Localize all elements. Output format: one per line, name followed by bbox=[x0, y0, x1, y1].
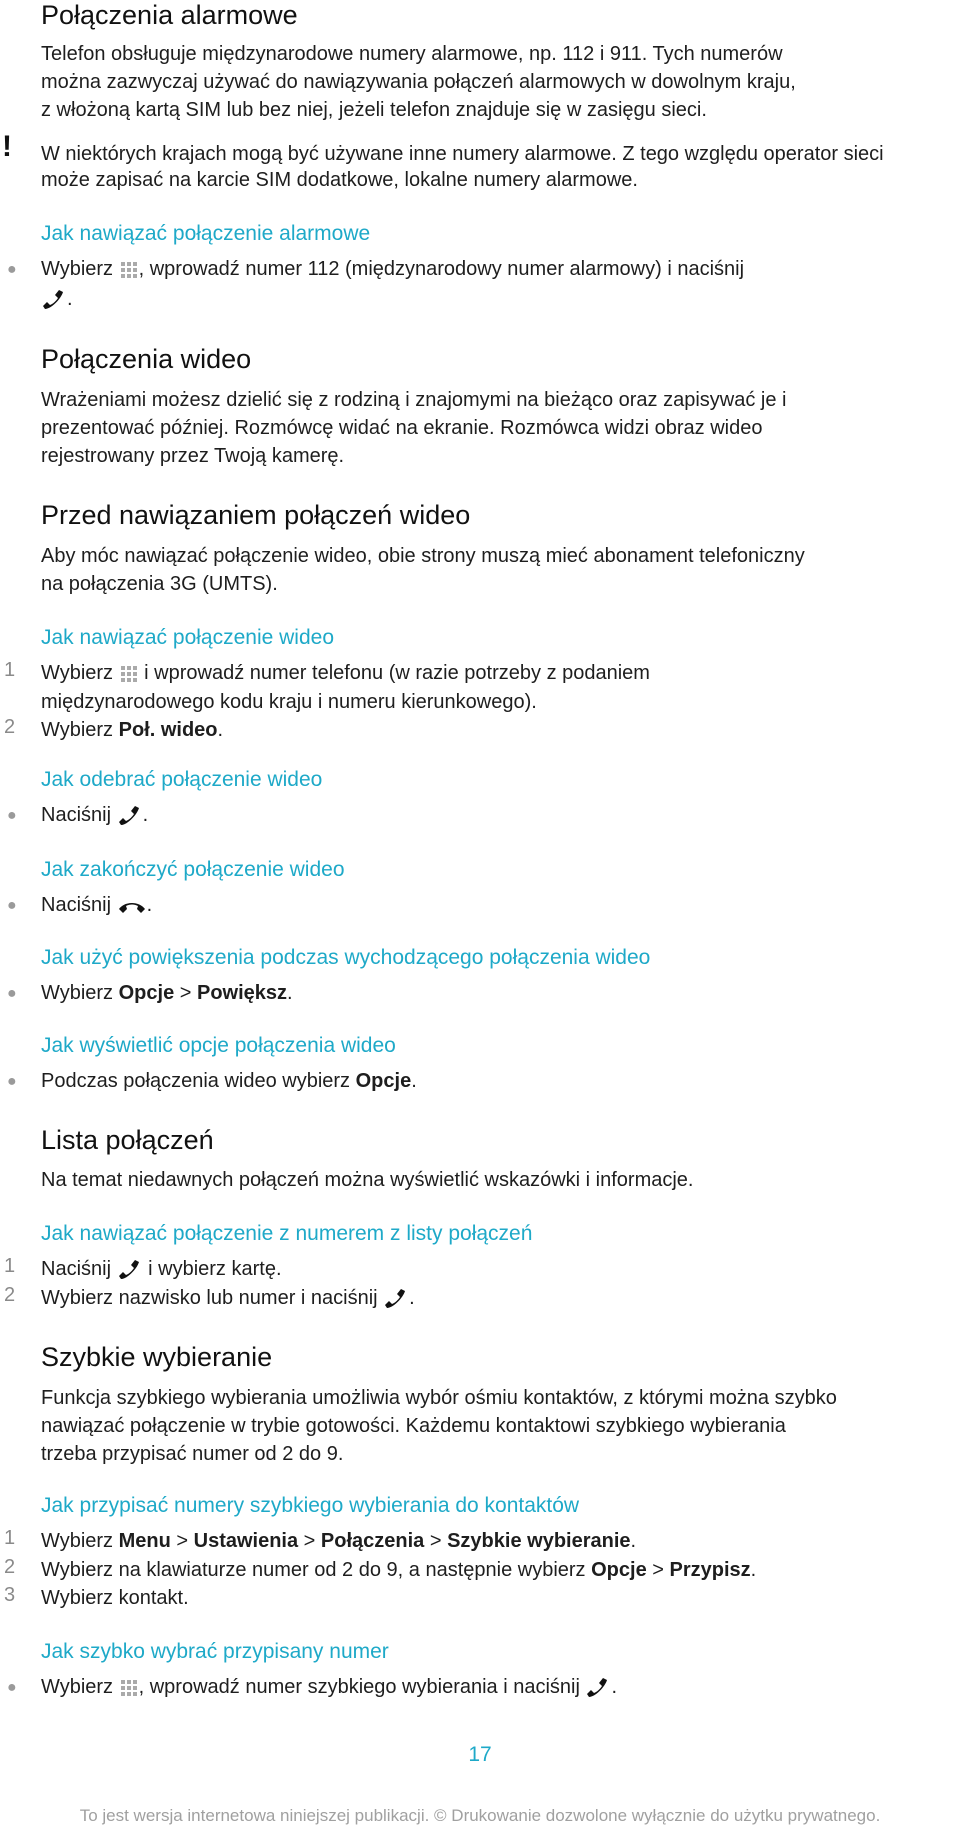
menu-item-settings: Ustawienia bbox=[193, 1530, 299, 1552]
paragraph-line: nawiązać połączenie w trybie gotowości. Każdemu kontaktowi szybkiego wybierania bbox=[41, 1415, 786, 1437]
call-icon bbox=[117, 1258, 143, 1282]
instruction-text: , wprowadź numer szybkiego wybierania i naciśnij bbox=[138, 1676, 586, 1698]
step-number: 1 bbox=[4, 1527, 16, 1549]
instruction-line bbox=[41, 285, 73, 313]
subheading-make-video-call: Jak nawiązać połączenie wideo bbox=[41, 626, 335, 649]
paragraph-line: na połączenia 3G (UMTS). bbox=[41, 573, 278, 595]
instruction-text: , wprowadź numer 112 (międzynarodowy numer alarmowy) i naciśnij bbox=[138, 258, 745, 280]
bullet: ● bbox=[7, 1073, 17, 1090]
paragraph-line: trzeba przypisać numer od 2 do 9. bbox=[41, 1443, 344, 1465]
instruction-line: międzynarodowego kodu kraju i numeru kierunkowego). bbox=[41, 691, 537, 713]
subheading-zoom-video-call: Jak użyć powiększenia podczas wychodzącego połączenia wideo bbox=[41, 946, 651, 969]
call-icon bbox=[117, 804, 143, 828]
instruction-line bbox=[41, 979, 293, 1007]
subheading-answer-video-call: Jak odebrać połączenie wideo bbox=[41, 768, 323, 791]
step-number: 1 bbox=[4, 1255, 16, 1277]
instruction-text: > bbox=[424, 1530, 448, 1552]
instruction-text: Wybierz bbox=[41, 258, 119, 280]
note-line: może zapisać na karcie SIM dodatkowe, lokalne numery alarmowe. bbox=[41, 169, 638, 191]
subheading-end-video-call: Jak zakończyć połączenie wideo bbox=[41, 858, 345, 881]
instruction-line bbox=[41, 716, 223, 744]
menu-item-options: Opcje bbox=[118, 982, 175, 1004]
step-number: 2 bbox=[4, 716, 16, 738]
paragraph-line: Na temat niedawnych połączeń można wyświetlić wskazówki i informacje. bbox=[41, 1169, 694, 1191]
bullet: ● bbox=[7, 807, 17, 824]
instruction-line bbox=[41, 1067, 417, 1095]
instruction-text: Wybierz nazwisko lub numer i naciśnij bbox=[41, 1287, 384, 1309]
instruction-text: Wybierz bbox=[41, 1676, 119, 1698]
instruction-line bbox=[41, 801, 148, 829]
instruction-text: Wybierz bbox=[41, 982, 119, 1004]
instruction-line: Wybierz kontakt. bbox=[41, 1587, 189, 1609]
keypad-icon bbox=[119, 260, 139, 280]
instruction-text: . bbox=[142, 804, 149, 826]
end-call-icon bbox=[117, 896, 147, 916]
menu-item-video-call: Poł. wideo bbox=[118, 719, 218, 741]
subheading-emergency-call: Jak nawiązać połączenie alarmowe bbox=[41, 222, 371, 245]
instruction-text: Wybierz bbox=[41, 1530, 119, 1552]
bullet: ● bbox=[7, 897, 17, 914]
subheading-use-speed-dial: Jak szybko wybrać przypisany numer bbox=[41, 1640, 389, 1663]
instruction-text: Wybierz bbox=[41, 662, 119, 684]
subheading-assign-speed-dial: Jak przypisać numery szybkiego wybierania do kontaktów bbox=[41, 1494, 580, 1517]
menu-item-speed-dial: Szybkie wybieranie bbox=[447, 1530, 631, 1552]
instruction-line bbox=[41, 1673, 617, 1701]
instruction-line bbox=[41, 1255, 282, 1283]
instruction-text: . bbox=[67, 288, 73, 310]
instruction-text: . bbox=[611, 1676, 618, 1698]
instruction-text: Wybierz na klawiaturze numer od 2 do 9, a następnie wybierz bbox=[41, 1559, 592, 1581]
subheading-video-options: Jak wyświetlić opcje połączenia wideo bbox=[41, 1034, 396, 1057]
paragraph-line: można zazwyczaj używać do nawiązywania połączeń alarmowych w dowolnym kraju, bbox=[41, 71, 796, 93]
call-icon bbox=[383, 1287, 409, 1311]
section-heading-emergency: Połączenia alarmowe bbox=[41, 0, 298, 30]
instruction-text: Naciśnij bbox=[41, 894, 117, 916]
menu-item-options: Opcje bbox=[355, 1070, 412, 1092]
section-heading-speed-dial: Szybkie wybieranie bbox=[41, 1342, 273, 1372]
instruction-line bbox=[41, 659, 650, 687]
instruction-text: . bbox=[409, 1287, 415, 1309]
instruction-text: . bbox=[411, 1070, 417, 1092]
note-line: W niektórych krajach mogą być używane inne numery alarmowe. Z tego względu operator sieci bbox=[41, 143, 884, 165]
menu-item-calls: Połączenia bbox=[320, 1530, 425, 1552]
step-number: 2 bbox=[4, 1284, 16, 1306]
instruction-line bbox=[41, 1284, 415, 1312]
paragraph-line: z włożoną kartą SIM lub bez niej, jeżeli telefon znajduje się w zasięgu sieci. bbox=[41, 99, 707, 121]
step-number: 2 bbox=[4, 1556, 16, 1578]
call-icon bbox=[585, 1676, 611, 1700]
paragraph-line: rejestrowany przez Twoją kamerę. bbox=[41, 445, 345, 467]
paragraph-line: prezentować później. Rozmówcę widać na ekranie. Rozmówca widzi obraz wideo bbox=[41, 417, 763, 439]
warning-icon: ! bbox=[2, 130, 12, 163]
section-heading-video-calls: Połączenia wideo bbox=[41, 344, 252, 374]
keypad-icon bbox=[119, 664, 139, 684]
instruction-line bbox=[41, 1527, 636, 1555]
paragraph-line: Telefon obsługuje międzynarodowe numery alarmowe, np. 112 i 911. Tych numerów bbox=[41, 43, 783, 65]
instruction-text: > bbox=[298, 1530, 321, 1552]
paragraph-line: Aby móc nawiązać połączenie wideo, obie strony muszą mieć abonament telefoniczny bbox=[41, 545, 805, 567]
instruction-text: . bbox=[630, 1530, 637, 1552]
instruction-text: . bbox=[287, 982, 293, 1004]
menu-item-menu: Menu bbox=[118, 1530, 171, 1552]
footer-notice: To jest wersja internetowa niniejszej publikacji. © Drukowanie dozwolone wyłącznie do użytku prywatnego. bbox=[79, 1806, 881, 1825]
section-heading-before-video: Przed nawiązaniem połączeń wideo bbox=[41, 500, 471, 530]
instruction-line bbox=[41, 891, 152, 919]
instruction-text: > bbox=[174, 982, 197, 1004]
step-number: 1 bbox=[4, 659, 16, 681]
call-icon bbox=[41, 288, 67, 312]
subheading-call-from-list: Jak nawiązać połączenie z numerem z listy połączeń bbox=[41, 1222, 533, 1245]
instruction-text: . bbox=[750, 1559, 757, 1581]
instruction-text: . bbox=[146, 894, 153, 916]
keypad-icon bbox=[119, 1678, 139, 1698]
bullet: ● bbox=[7, 1679, 17, 1696]
instruction-text: Naciśnij bbox=[41, 804, 117, 826]
instruction-text: Wybierz bbox=[41, 719, 119, 741]
section-heading-call-list: Lista połączeń bbox=[41, 1125, 214, 1155]
paragraph-line: Funkcja szybkiego wybierania umożliwia wybór ośmiu kontaktów, z którymi można szybko bbox=[41, 1387, 837, 1409]
instruction-text: Naciśnij bbox=[41, 1258, 117, 1280]
instruction-text: i wprowadź numer telefonu (w razie potrzeby z podaniem bbox=[138, 662, 650, 684]
instruction-text: i wybierz kartę. bbox=[142, 1258, 282, 1280]
menu-item-options: Opcje bbox=[591, 1559, 647, 1581]
instruction-line bbox=[41, 255, 744, 283]
bullet: ● bbox=[7, 261, 17, 278]
step-number: 3 bbox=[4, 1584, 16, 1606]
paragraph-line: Wrażeniami możesz dzielić się z rodziną i znajomymi na bieżąco oraz zapisywać je i bbox=[41, 389, 787, 411]
menu-item-zoom: Powiększ bbox=[196, 982, 288, 1004]
instruction-text: . bbox=[217, 719, 224, 741]
instruction-text: > bbox=[170, 1530, 194, 1552]
page-number: 17 bbox=[468, 1743, 492, 1766]
instruction-text: > bbox=[646, 1559, 670, 1581]
instruction-line bbox=[41, 1556, 756, 1584]
menu-item-assign: Przypisz bbox=[669, 1559, 751, 1581]
instruction-text: Podczas połączenia wideo wybierz bbox=[41, 1070, 356, 1092]
bullet: ● bbox=[7, 985, 17, 1002]
